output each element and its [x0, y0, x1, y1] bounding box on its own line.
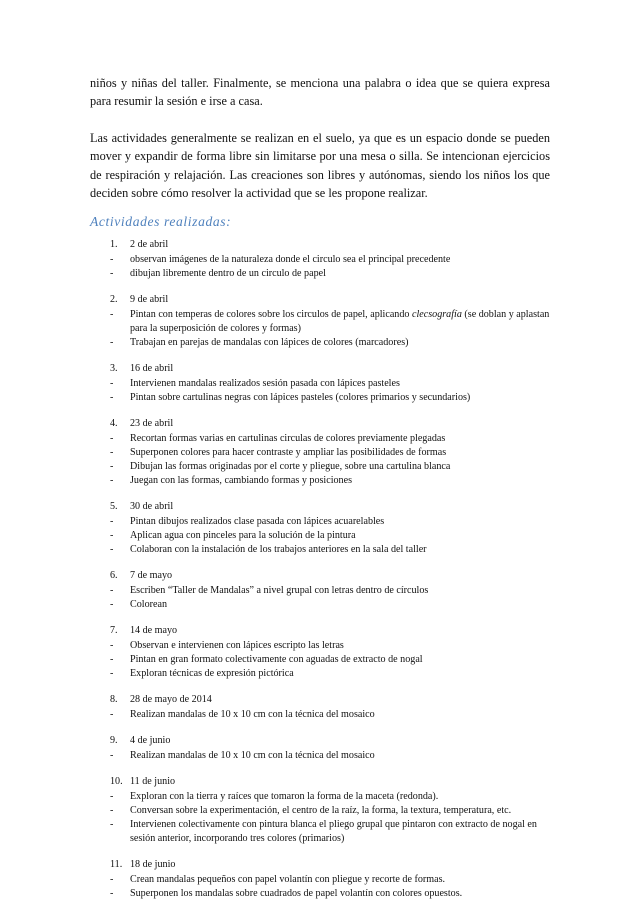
activity-number: 7.	[110, 625, 118, 637]
activity-item-text: Trabajan en parejas de mandalas con lápices de colores (marcadores)	[130, 337, 409, 349]
activity-date-row	[90, 734, 550, 748]
activity-item-text: Superponen los mandalas sobre cuadrados de papel volantín con colores opuestos.	[130, 888, 463, 900]
activity-date-row	[90, 238, 550, 252]
activity-item	[90, 639, 550, 653]
activity-item	[90, 253, 550, 267]
bullet-dash: -	[110, 599, 114, 611]
activity-item-text: Juegan con las formas, cambiando formas y posiciones	[130, 475, 353, 487]
activity-item	[90, 432, 550, 446]
activity-item	[90, 515, 550, 529]
bullet-dash: -	[110, 475, 114, 487]
activity-item	[90, 790, 550, 804]
activity-entry	[90, 500, 550, 557]
activity-item-text: Superponen colores para hacer contraste y ampliar las posibilidades de formas	[130, 447, 447, 459]
activity-item-text-start: Pintan con temperas de colores sobre los circulos de papel, aplicando	[130, 309, 412, 321]
bullet-dash: -	[110, 516, 114, 528]
activity-date-row	[90, 858, 550, 872]
activity-number: 3.	[110, 363, 118, 375]
activity-item	[90, 543, 550, 557]
activity-item-text: Pintan dibujos realizados clase pasada con lápices acuarelables	[130, 516, 385, 528]
activity-date: 7 de mayo	[130, 570, 173, 582]
bullet-dash: -	[110, 709, 114, 721]
activity-item-text: Conversan sobre la experimentación, el centro de la raíz, la forma, la textura, temperatura, etc.	[130, 805, 512, 817]
activity-number: 9.	[110, 735, 118, 747]
activity-entry	[90, 417, 550, 488]
activity-date: 14 de mayo	[130, 625, 178, 637]
bullet-dash: -	[110, 805, 114, 817]
activity-number: 11.	[110, 859, 123, 871]
activity-entry	[90, 624, 550, 681]
activity-date: 9 de abril	[130, 294, 169, 306]
activity-date-row	[90, 362, 550, 376]
activity-item	[90, 308, 550, 336]
activity-item-text: Realizan mandalas de 10 x 10 cm con la técnica del mosaico	[130, 750, 375, 762]
activity-item-text: Colorean	[130, 599, 167, 611]
activity-number: 6.	[110, 570, 118, 582]
activity-entry	[90, 858, 550, 901]
activity-item-text: Pintan sobre cartulinas negras con lápices pasteles (colores primarios y secundarios)	[130, 392, 471, 404]
activity-item	[90, 804, 550, 818]
activity-item-text	[130, 308, 550, 336]
bullet-dash: -	[110, 640, 114, 652]
document-page	[90, 74, 550, 913]
activity-item	[90, 708, 550, 722]
bullet-dash: -	[110, 888, 114, 900]
activity-item-text: Pintan en gran formato colectivamente con aguadas de extracto de nogal	[130, 654, 423, 666]
section-heading: Actividades realizadas:	[90, 214, 232, 230]
activity-item	[90, 267, 550, 281]
activity-number: 4.	[110, 418, 118, 430]
activity-entry	[90, 362, 550, 405]
bullet-dash: -	[110, 309, 114, 321]
activity-entry	[90, 238, 550, 281]
activity-list	[90, 238, 550, 901]
activity-item-text: Observan e intervienen con lápices escripto las letras	[130, 640, 344, 652]
activity-item	[90, 749, 550, 763]
activity-item	[90, 446, 550, 460]
bullet-dash: -	[110, 378, 114, 390]
bullet-dash: -	[110, 433, 114, 445]
bullet-dash: -	[110, 447, 114, 459]
activity-item	[90, 584, 550, 598]
activity-number: 10.	[110, 776, 123, 788]
activity-number: 2.	[110, 294, 118, 306]
paragraph-activities: Las actividades generalmente se realizan en el suelo, ya que es un espacio donde se pueden mover y expandir de forma libre sin limitarse por una mesa o silla. Se intencionan ejercicios de respiración y relajación. Las creaciones son libres y autónomas, siendo los niños los que deciden sobre cómo resolver la actividad que se les propone realizar.	[90, 130, 550, 201]
bullet-dash: -	[110, 819, 114, 831]
bullet-dash: -	[110, 668, 114, 680]
activity-number: 8.	[110, 694, 118, 706]
activity-item	[90, 598, 550, 612]
bullet-dash: -	[110, 750, 114, 762]
bullet-dash: -	[110, 654, 114, 666]
activity-date-row	[90, 293, 550, 307]
activity-item	[90, 818, 550, 846]
activity-date-row	[90, 417, 550, 431]
activity-date: 11 de junio	[130, 776, 176, 788]
activity-item-text: Realizan mandalas de 10 x 10 cm con la técnica del mosaico	[130, 709, 375, 721]
activity-date: 28 de mayo de 2014	[130, 694, 212, 706]
activity-item-text: Crean mandalas pequeños con papel volantín con pliegue y recorte de formas.	[130, 874, 446, 886]
activity-item	[90, 667, 550, 681]
activity-entry	[90, 293, 550, 350]
activity-item	[90, 377, 550, 391]
bullet-dash: -	[110, 791, 114, 803]
activity-item	[90, 474, 550, 488]
activity-date: 18 de junio	[130, 859, 176, 871]
activity-date: 16 de abril	[130, 363, 174, 375]
activity-number: 5.	[110, 501, 118, 513]
activity-item	[90, 336, 550, 350]
bullet-dash: -	[110, 392, 114, 404]
activity-entry	[90, 775, 550, 846]
bullet-dash: -	[110, 254, 114, 266]
activity-item-text-end: (se doblan y aplastan para la superposición de colores y formas)	[130, 309, 550, 335]
bullet-dash: -	[110, 268, 114, 280]
activity-item	[90, 529, 550, 543]
activity-item	[90, 887, 550, 901]
activity-item-text: dibujan libremente dentro de un circulo de papel	[130, 268, 326, 280]
activity-date-row	[90, 693, 550, 707]
bullet-dash: -	[110, 585, 114, 597]
activity-entry	[90, 569, 550, 612]
activity-date-row	[90, 624, 550, 638]
activity-item-text: Exploran con la tierra y raíces que tomaron la forma de la maceta (redonda).	[130, 791, 439, 803]
activity-item	[90, 391, 550, 405]
activity-item	[90, 460, 550, 474]
activity-item-text: observan imágenes de la naturaleza donde el circulo sea el principal precedente	[130, 254, 451, 266]
activity-entry	[90, 734, 550, 763]
bullet-dash: -	[110, 461, 114, 473]
technique-term: clecsografía	[411, 309, 462, 321]
activity-item-text: Escriben “Taller de Mandalas” a nivel grupal con letras dentro de círculos	[130, 585, 429, 597]
bullet-dash: -	[110, 337, 114, 349]
activity-item-text: Colaboran con la instalación de los trabajos anteriores en la sala del taller	[130, 544, 427, 556]
activity-entry	[90, 693, 550, 722]
activity-date: 30 de abril	[130, 501, 174, 513]
activity-date-row	[90, 500, 550, 514]
activity-item-text: Dibujan las formas originadas por el corte y pliegue, sobre una cartulina blanca	[130, 461, 451, 473]
activity-date-row	[90, 775, 550, 789]
activity-item-text: Intervienen colectivamente con pintura blanca el pliego grupal que pintaron con extracto de nogal en sesión anterior, incorporando tres colores (primarios)	[130, 819, 537, 845]
activity-item-text: Recortan formas varias en cartulinas circulas de colores previamente plegadas	[130, 433, 446, 445]
activity-date: 2 de abril	[130, 239, 169, 251]
activity-item	[90, 653, 550, 667]
bullet-dash: -	[110, 530, 114, 542]
activity-number: 1.	[110, 239, 118, 251]
bullet-dash: -	[110, 544, 114, 556]
activity-date: 4 de junio	[130, 735, 171, 747]
activity-item-text: Aplican agua con pinceles para la solución de la pintura	[130, 530, 356, 542]
bullet-dash: -	[110, 874, 114, 886]
paragraph-intro: niños y niñas del taller. Finalmente, se menciona una palabra o idea que se quiera expresa para resumir la sesión e irse a casa.	[90, 76, 550, 109]
activity-item-text: Exploran técnicas de expresión pictórica	[130, 668, 294, 680]
activity-date-row	[90, 569, 550, 583]
activity-item	[90, 873, 550, 887]
activity-item-text: Intervienen mandalas realizados sesión pasada con lápices pasteles	[130, 378, 400, 390]
activity-date: 23 de abril	[130, 418, 174, 430]
